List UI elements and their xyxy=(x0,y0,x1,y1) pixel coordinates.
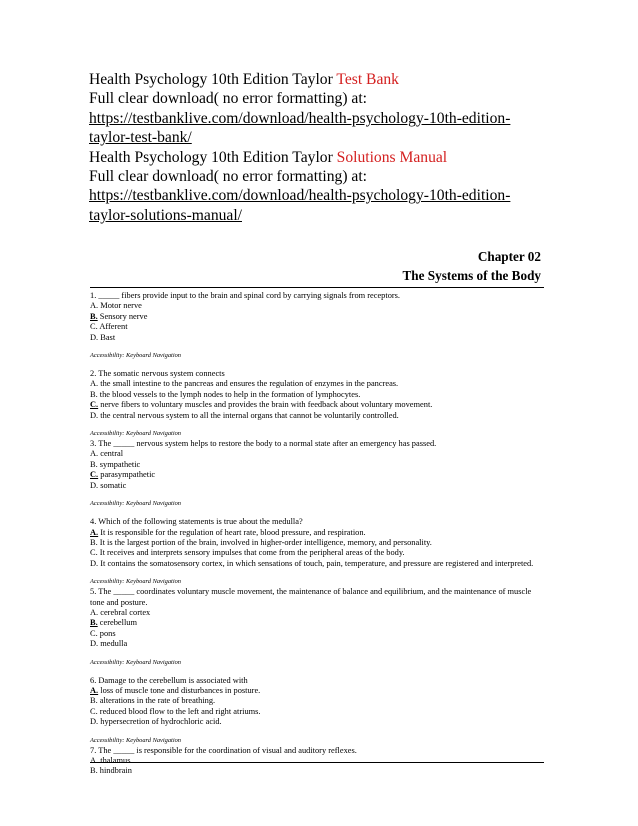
option-text: cerebral cortex xyxy=(98,607,151,617)
answer-option xyxy=(90,639,546,649)
option-text: central xyxy=(98,449,124,459)
option-letter: A. xyxy=(90,685,99,695)
option-letter: A. xyxy=(90,379,99,389)
test-bank-link-cont[interactable]: taylor-test-bank/ xyxy=(89,129,192,147)
option-text: Bast xyxy=(98,332,116,342)
answer-option-correct xyxy=(90,400,546,410)
option-letter: B. xyxy=(90,459,98,469)
option-letter: B. xyxy=(90,618,98,628)
option-text: alterations in the rate of breathing. xyxy=(97,696,216,706)
accessibility-note: Accessibility: Keyboard Navigation xyxy=(90,500,181,508)
option-text: medulla xyxy=(98,639,128,649)
test-bank-label: Test Bank xyxy=(336,71,399,88)
answer-option xyxy=(90,538,546,548)
option-letter: B. xyxy=(90,311,98,321)
answer-option xyxy=(90,629,546,639)
option-text: somatic xyxy=(98,480,127,490)
question-block xyxy=(90,291,546,360)
answer-option-correct xyxy=(90,686,546,696)
chapter-title: The Systems of the Body xyxy=(402,267,541,283)
option-letter: A. xyxy=(90,449,99,459)
accessibility-note: Accessibility: Keyboard Navigation xyxy=(90,430,181,438)
question-stem: 6. Damage to the cerebellum is associated with xyxy=(90,675,248,685)
answer-option xyxy=(90,301,546,311)
accessibility-note: Accessibility: Keyboard Navigation xyxy=(90,578,181,586)
question-stem: 2. The somatic nervous system connects xyxy=(90,369,225,379)
question-block xyxy=(90,587,546,666)
option-text: hypersecretion of hydrochloric acid. xyxy=(98,717,222,727)
answer-option xyxy=(90,707,546,717)
accessibility-note: Accessibility: Keyboard Navigation xyxy=(90,736,181,744)
option-text: pons xyxy=(97,628,116,638)
option-letter: D. xyxy=(90,480,99,490)
answer-option xyxy=(90,333,546,343)
question-stem: 1. _____ fibers provide input to the brain and spinal cord by carrying signals from receptors. xyxy=(90,291,401,300)
answer-option xyxy=(90,322,546,332)
option-text: cerebellum xyxy=(97,618,137,628)
option-letter: A. xyxy=(90,527,99,537)
option-letter: C. xyxy=(90,706,98,716)
answer-option xyxy=(90,481,546,491)
question-stem: 5. The _____ coordinates voluntary muscle movement, the maintenance of balance and equilibrium, and the maintenance of muscle tone and posture. xyxy=(90,587,532,607)
option-letter: D. xyxy=(90,558,99,568)
option-text: reduced blood flow to the left and right atriums. xyxy=(97,706,261,716)
option-letter: C. xyxy=(90,322,98,332)
answer-option-correct xyxy=(90,470,546,480)
option-text: It contains the somatosensory cortex, in which sensations of touch, pain, temperature, and pressure are registered and interpreted. xyxy=(98,558,534,568)
option-text: Motor nerve xyxy=(98,301,142,311)
question-stem: 4. Which of the following statements is true about the medulla? xyxy=(90,517,303,527)
answer-option xyxy=(90,696,546,706)
option-letter: C. xyxy=(90,548,98,558)
option-text: thalamus xyxy=(98,756,131,765)
option-letter: A. xyxy=(90,756,99,765)
option-letter: A. xyxy=(90,301,99,311)
accessibility-note: Accessibility: Keyboard Navigation xyxy=(90,658,181,666)
option-text: nerve fibers to voluntary muscles and provides the brain with feedback about voluntary movement. xyxy=(98,400,433,410)
answer-option xyxy=(90,717,546,727)
solutions-manual-title: Health Psychology 10th Edition Taylor Solutions Manual xyxy=(89,148,448,166)
option-letter: C. xyxy=(90,400,99,410)
option-text: It receives and interprets sensory impulses that come from the peripheral areas of the body. xyxy=(97,548,405,558)
accessibility-note: Accessibility: Keyboard Navigation xyxy=(90,352,181,360)
question-stem: 7. The _____ is responsible for the coordination of visual and auditory reflexes. xyxy=(90,745,357,755)
option-text: the blood vessels to the lymph nodes to help in the formation of lymphocytes. xyxy=(97,389,361,399)
question-block xyxy=(90,439,546,508)
chapter-number: Chapter 02 xyxy=(477,249,541,264)
option-letter: B. xyxy=(90,389,98,399)
option-text: It is responsible for the regulation of heart rate, blood pressure, and respiration. xyxy=(98,527,366,537)
answer-option xyxy=(90,608,546,618)
test-bank-title: Health Psychology 10th Edition Taylor Test Bank xyxy=(89,71,399,88)
answer-option xyxy=(90,766,546,776)
answer-option xyxy=(90,460,546,470)
top-rule xyxy=(90,287,544,288)
question-stem: 3. The _____ nervous system helps to restore the body to a normal state after an emergency has passed. xyxy=(90,439,437,449)
option-text: It is the largest portion of the brain, involved in higher-order intelligence, memory, and personality. xyxy=(97,537,432,547)
download-note: Full clear download( no error formatting) at: xyxy=(89,168,367,186)
question-block xyxy=(90,676,546,745)
answer-option xyxy=(90,390,546,400)
option-text: sympathetic xyxy=(97,459,141,469)
option-text: the central nervous system to all the internal organs that cannot be voluntarily controlled. xyxy=(98,410,399,420)
option-letter: D. xyxy=(90,717,99,727)
chapter-heading xyxy=(403,248,541,285)
option-text: Afferent xyxy=(97,322,128,332)
option-letter: A. xyxy=(90,607,99,617)
answer-option-correct xyxy=(90,618,546,628)
download-header xyxy=(89,70,559,225)
question-block xyxy=(90,517,546,586)
option-letter: C. xyxy=(90,628,98,638)
option-letter: D. xyxy=(90,639,99,649)
option-text: parasympathetic xyxy=(98,470,156,480)
answer-option xyxy=(90,548,546,558)
answer-option xyxy=(90,559,546,569)
answer-option xyxy=(90,449,546,459)
answer-option xyxy=(90,379,546,389)
option-letter: D. xyxy=(90,410,99,420)
test-bank-link[interactable]: https://testbanklive.com/download/health-psychology-10th-edition- xyxy=(89,109,511,127)
option-letter: B. xyxy=(90,766,98,776)
option-text: Sensory nerve xyxy=(97,311,148,321)
option-letter: C. xyxy=(90,470,99,480)
option-text: loss of muscle tone and disturbances in posture. xyxy=(98,685,261,695)
download-note: Full clear download( no error formatting) at: xyxy=(89,90,367,108)
solutions-manual-link-cont[interactable]: taylor-solutions-manual/ xyxy=(89,206,242,224)
option-letter: B. xyxy=(90,537,98,547)
option-text: the small intestine to the pancreas and ensures the regulation of enzymes in the pancreas. xyxy=(98,379,399,389)
answer-option-correct xyxy=(90,528,546,538)
answer-option xyxy=(90,756,546,766)
question-list xyxy=(90,291,546,777)
answer-option-correct xyxy=(90,312,546,322)
option-text: hindbrain xyxy=(97,766,132,776)
option-letter: D. xyxy=(90,332,99,342)
solutions-manual-label: Solutions Manual xyxy=(336,148,448,166)
option-letter: B. xyxy=(90,696,98,706)
answer-option xyxy=(90,411,546,421)
question-block xyxy=(90,746,546,777)
solutions-manual-link[interactable]: https://testbanklive.com/download/health-psychology-10th-edition- xyxy=(89,187,511,205)
question-block xyxy=(90,369,546,438)
